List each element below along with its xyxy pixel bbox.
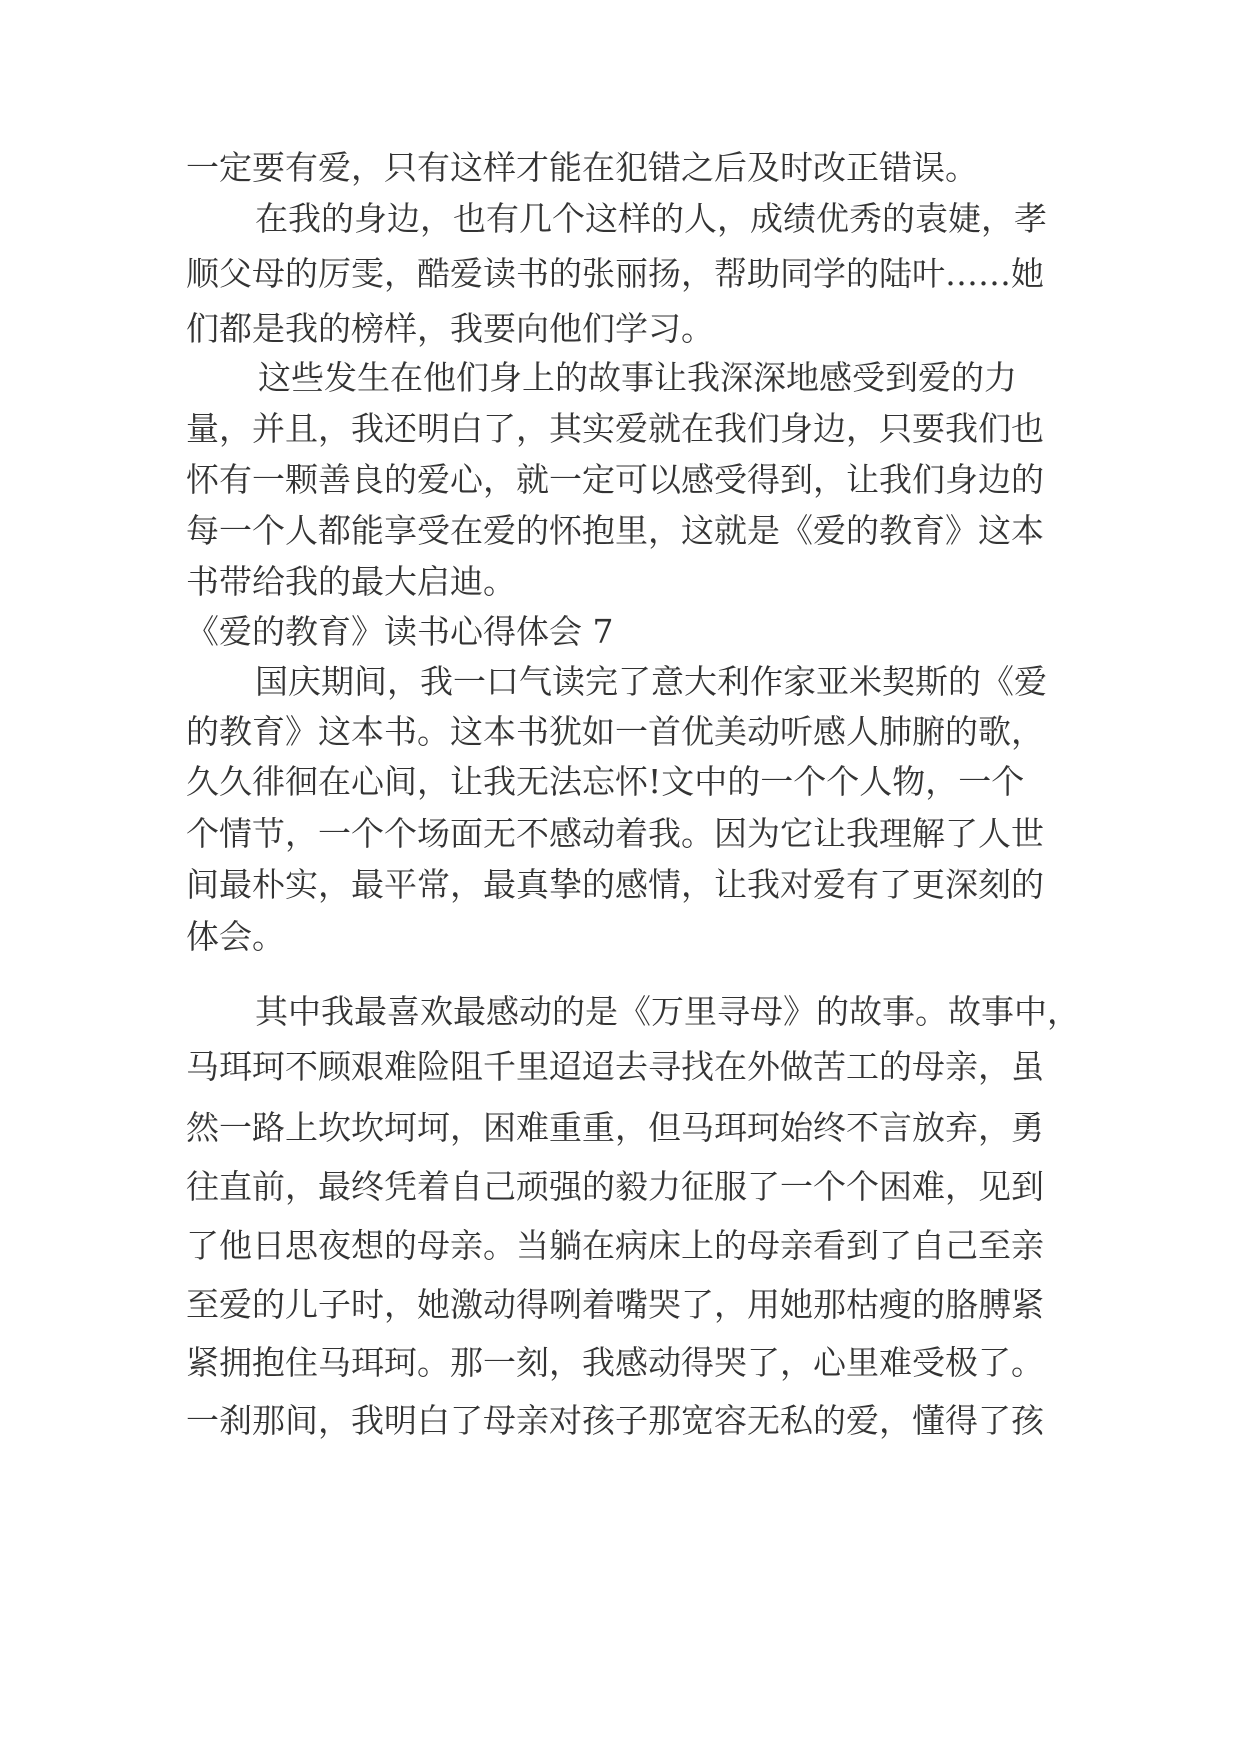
text-line: 们都是我的榜样，我要向他们学习。 (186, 309, 714, 348)
text-line: 体会。 (186, 917, 285, 956)
text-line: 马珥珂不顾艰难险阻千里迢迢去寻找在外做苦工的母亲，虽 (186, 1047, 1044, 1086)
paragraph-start-line: 这些发生在他们身上的故事让我深深地感受到爱的力 (258, 358, 1017, 397)
text-line: 书带给我的最大启迪。 (186, 562, 516, 601)
text-line: 一定要有爱，只有这样才能在犯错之后及时改正错误。 (186, 148, 978, 187)
text-line: 间最朴实，最平常，最真挚的感情，让我对爱有了更深刻的 (186, 865, 1044, 904)
text-line: 久久徘徊在心间，让我无法忘怀!文中的一个个人物，一个 (186, 762, 1025, 801)
text-line: 顺父母的厉雯，酷爱读书的张丽扬，帮助同学的陆叶……她 (186, 254, 1044, 293)
text-line: 一刹那间，我明白了母亲对孩子那宽容无私的爱，懂得了孩 (186, 1401, 1044, 1440)
text-line: 了他日思夜想的母亲。当躺在病床上的母亲看到了自己至亲 (186, 1226, 1044, 1265)
text-line: 的教育》这本书。这本书犹如一首优美动听感人肺腑的歌， (186, 712, 1044, 751)
text-line: 至爱的儿子时，她激动得咧着嘴哭了，用她那枯瘦的胳膊紧 (186, 1285, 1044, 1324)
paragraph-start-line: 国庆期间，我一口气读完了意大利作家亚米契斯的《爱 (255, 662, 1047, 701)
text-line: 量，并且，我还明白了，其实爱就在我们身边，只要我们也 (186, 409, 1044, 448)
text-line: 紧拥抱住马珥珂。那一刻，我感动得哭了，心里难受极了。 (186, 1343, 1044, 1382)
text-line: 每一个人都能享受在爱的怀抱里，这就是《爱的教育》这本 (186, 511, 1044, 550)
text-line: 然一路上坎坎坷坷，困难重重，但马珥珂始终不言放弃，勇 (186, 1108, 1044, 1147)
text-line: 怀有一颗善良的爱心，就一定可以感受得到，让我们身边的 (186, 460, 1044, 499)
text-line: 往直前，最终凭着自己顽强的毅力征服了一个个困难，见到 (186, 1167, 1044, 1206)
paragraph-start-line: 其中我最喜欢最感动的是《万里寻母》的故事。故事中， (255, 992, 1080, 1031)
paragraph-start-line: 在我的身边，也有几个这样的人，成绩优秀的袁婕，孝 (255, 199, 1047, 238)
section-heading: 《爱的教育》读书心得体会 7 (186, 612, 614, 651)
text-line: 个情节，一个个场面无不感动着我。因为它让我理解了人世 (186, 814, 1044, 853)
